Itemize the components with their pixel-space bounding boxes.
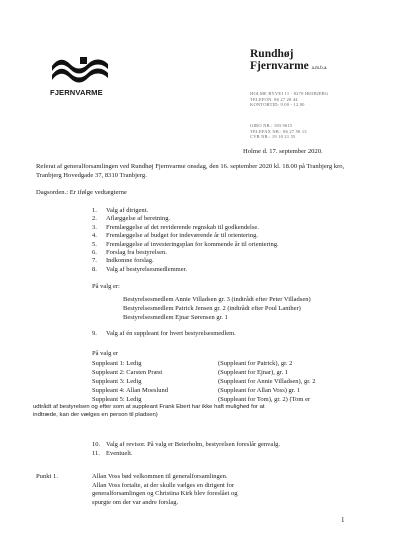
elected-member: Bestyrelsesmedlem Ejnar Sørensen gr. 1	[123, 314, 228, 321]
punkt-line: Allan Voss fortalte, at der skulle vælges en dirigent for	[92, 481, 235, 489]
deputy-role: (Suppleant for Ejnar), gr. 1	[218, 368, 289, 376]
registration-line: CVR NR.: 19 10 21 55	[250, 134, 296, 139]
address-line: KONTORTID: 9.00 - 12.00	[250, 102, 305, 107]
document-date: Holme d. 17. september 2020.	[243, 148, 323, 155]
agenda-item-number: 2.	[92, 215, 97, 223]
agenda-item-number: 8.	[92, 265, 97, 273]
agenda-list	[92, 207, 279, 274]
wave-logo-icon	[50, 56, 110, 86]
deputy-name: Suppleant 1: Ledig	[92, 360, 142, 367]
deputy-note-line2: indtræde, kan der vælges en person til pladsen)	[33, 412, 158, 418]
agenda-item-number: 6.	[92, 248, 97, 256]
deputy-name: Suppleant 2: Carsten Præst	[92, 368, 163, 376]
deputy-role: (Suppleant for Patrick), gr. 2	[218, 360, 293, 367]
agenda-item	[92, 266, 279, 274]
deputies-heading: På valg er	[92, 350, 118, 357]
agenda-item-9	[92, 330, 236, 338]
address-line: TELEFON: 86 27 28 44	[250, 96, 298, 102]
company-name-line1: Rundhøj	[250, 48, 294, 60]
deputy-role: (Suppleant for Tom), gr. 2) (Tom er	[218, 395, 311, 403]
agenda-item-number: 4.	[92, 232, 97, 240]
agenda-item-number: 11.	[92, 450, 100, 457]
agenda-item-text: Fremlæggelse af det reviderende regnskab til godkendelse.	[106, 223, 259, 231]
agenda-item	[92, 241, 279, 249]
deputy-name: Suppleant 4: Allan Moeslund	[92, 386, 169, 394]
punkt-line: spurgte om der var andre forslag.	[92, 498, 179, 506]
agenda-item-number: 10.	[92, 441, 101, 448]
logo-text: FJERNVARME	[50, 88, 103, 97]
punkt-label: Punkt 1.	[36, 473, 58, 480]
deputy-role: (Suppleant for Annie Villadsen), gr. 2	[218, 377, 316, 385]
agenda-item-text: Aflæggelse af beretning.	[106, 215, 171, 223]
deputy-name: Suppleant 5: Ledig	[92, 395, 142, 403]
address-line: HOLME BYVEJ 11 · 8270 HØJBJERG	[250, 91, 329, 96]
agenda-item-text: Valg af dirigent.	[106, 207, 149, 214]
punkt-text	[92, 473, 238, 507]
agenda-item-text: Fremlæggelse af budget for indeværende år til orientering.	[106, 232, 258, 240]
agenda-item-11	[92, 450, 133, 458]
deputy-note-line1: udtrådt af bestyrelsen og efter som at suppleant Frank Ebert har ikke haft mulighed for at	[33, 404, 265, 410]
intro-paragraph: Referat af generalforsamlingen ved Rundhøj Fjernvarme onsdag, den 16. september 2020 kl. 18.00 på Tranbjerg kro, Tranbjerg Hovedgade 37, 8310 Tranbjerg.	[36, 163, 345, 179]
agenda-item	[92, 232, 279, 240]
deputy-role: (Suppleant for Allan Voss) gr. 1	[218, 386, 301, 394]
agenda-item-text: Valg af revisor. På valg er Beierholm, bestyrelsen foreslår genvalg.	[106, 441, 280, 448]
agenda-item-text: Indkomne forslag.	[106, 257, 154, 265]
fjernvarme-logo	[50, 56, 112, 97]
agenda-item-text: Valg af bestyrelsesmedlemmer.	[106, 265, 188, 273]
punkt-line: Allan Voss bød velkommen til generalforsamlingen.	[92, 473, 228, 480]
company-suffix: a.m.b.a.	[311, 66, 328, 71]
agenda-item-text: Forslag fra bestyrelsen.	[106, 248, 167, 256]
deputies-left-column	[92, 360, 168, 405]
agenda-item-text: Fremlæggelse af investeringsplan for kommende år til orientering.	[106, 240, 279, 248]
agenda-item-text: Eventuelt.	[106, 450, 133, 457]
agenda-item-number: 3.	[92, 223, 97, 231]
agenda-heading: Dagsorden.: Er ifølge vedtægterne	[36, 189, 127, 196]
agenda-item	[92, 224, 279, 232]
elected-member: Bestyrelsesmedlem Annie Villadsen gr. 3 (indtrådt efter Peter Villadsen)	[123, 296, 311, 303]
company-address	[250, 91, 390, 108]
agenda-item	[92, 257, 279, 265]
agenda-item	[92, 215, 279, 223]
deputies-right-column	[218, 360, 316, 405]
company-registration	[250, 123, 390, 140]
agenda-item-number: 7.	[92, 257, 97, 265]
agenda-item-number: 5.	[92, 240, 97, 248]
punkt-line: generalforsamlingen og Christina Kirk blev foreslået og	[92, 490, 238, 498]
elected-heading: På valg er:	[92, 283, 120, 290]
company-name-main: Fjernvarme	[250, 60, 309, 72]
elected-list	[123, 295, 311, 322]
company-name-line2	[250, 60, 390, 75]
agenda-item-number: 1.	[92, 207, 97, 214]
agenda-item-number: 9.	[92, 330, 97, 337]
agenda-item	[92, 249, 279, 257]
registration-line: GIRO NR.: 183 9615	[250, 123, 293, 128]
company-name	[250, 48, 390, 75]
registration-line: TELEFAX NR.: 86 27 58 13	[250, 128, 307, 134]
page-number: 1	[341, 516, 345, 524]
agenda-item-text: Valg af én suppleant for hvert bestyrelsesmedlem.	[106, 330, 236, 337]
elected-member: Bestyrelsesmedlem Patrick Jensen gr. 2 (indtrådt efter Poul Lanther)	[123, 305, 301, 312]
agenda-item	[92, 207, 279, 215]
agenda-item-10	[92, 441, 280, 449]
deputy-name: Suppleant 3: Ledig	[92, 377, 142, 385]
